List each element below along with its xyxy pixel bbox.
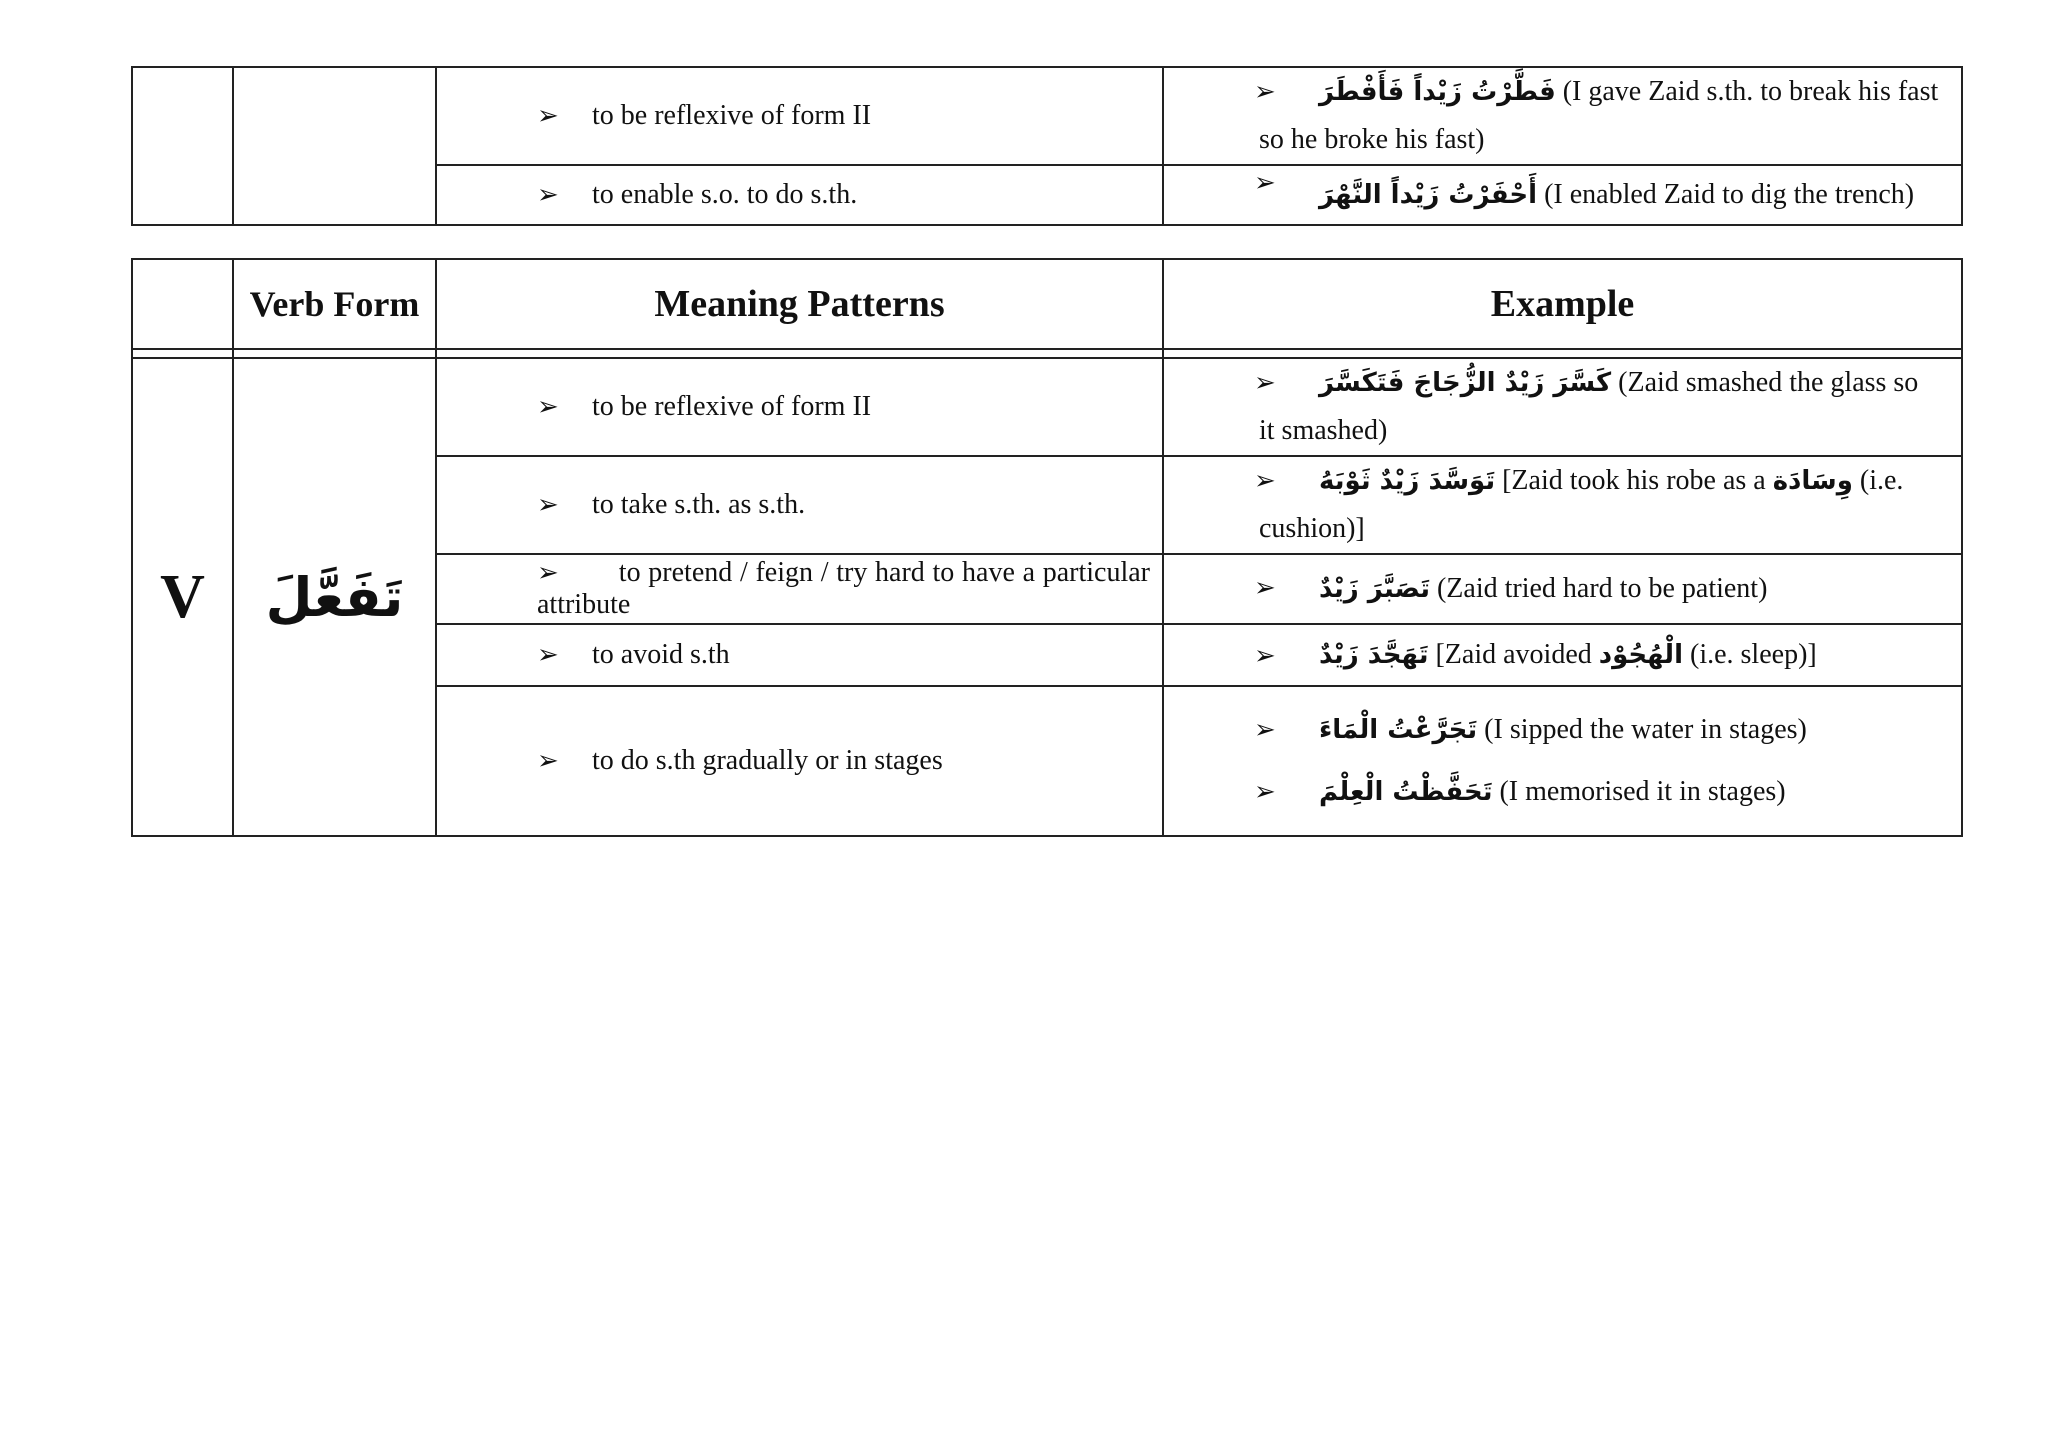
meaning-cell	[436, 165, 1163, 225]
meaning-cell	[436, 456, 1163, 554]
meaning-text: to take s.th. as s.th.	[592, 489, 806, 520]
example-translation: (Zaid tried hard to be patient)	[1436, 573, 1768, 604]
table-row	[132, 358, 1962, 456]
example-translation: (I memorised it in stages)	[1499, 776, 1786, 807]
example-item	[1254, 699, 1949, 761]
table-continued	[131, 66, 1963, 226]
meaning-text: to pretend / feign / try hard to have a particular attribute	[537, 557, 1150, 620]
arrow-bullet-icon: ➢	[1254, 777, 1276, 806]
arrow-bullet-icon: ➢	[537, 640, 559, 669]
verb-form-table	[131, 258, 1963, 837]
example-cell	[1163, 67, 1962, 165]
example-item	[1254, 761, 1949, 823]
example-translation-tail: (i.e.	[1859, 465, 1904, 496]
header-separator	[132, 349, 1962, 358]
arrow-bullet-icon: ➢	[537, 558, 559, 587]
form-number-cell-empty	[132, 67, 233, 225]
arrow-bullet-icon: ➢	[1254, 641, 1276, 670]
example-arabic-inline: وِسَادَة	[1772, 466, 1853, 496]
example-translation: (I enabled Zaid to dig the trench)	[1544, 179, 1915, 210]
meaning-cell	[436, 358, 1163, 456]
arrow-bullet-icon: ➢	[1254, 168, 1276, 197]
example-cell	[1163, 686, 1962, 836]
example-cell	[1163, 165, 1962, 225]
example-arabic: تَحَفَّظْتُ الْعِلْمَ	[1319, 777, 1493, 807]
example-translation: (Zaid smashed the glass so	[1618, 367, 1919, 398]
meaning-cell	[436, 67, 1163, 165]
header-empty-cell	[132, 259, 233, 349]
example-translation-cont: cushion)]	[1259, 513, 1365, 544]
example-translation-cont: it smashed)	[1259, 415, 1388, 446]
example-translation-tail: (i.e. sleep)]	[1690, 639, 1817, 670]
meaning-text: to do s.th gradually or in stages	[592, 745, 943, 776]
arrow-bullet-icon: ➢	[1254, 368, 1276, 397]
meaning-text: to enable s.o. to do s.th.	[592, 179, 858, 210]
example-translation: (I gave Zaid s.th. to break his fast	[1562, 76, 1939, 107]
example-translation: (I sipped the water in stages)	[1484, 714, 1807, 745]
example-arabic: تَهَجَّدَ زَيْدٌ	[1319, 640, 1429, 670]
arrow-bullet-icon: ➢	[1254, 573, 1276, 602]
example-translation: [Zaid avoided	[1435, 639, 1592, 670]
example-arabic-inline: الْهُجُوْد	[1598, 640, 1683, 670]
arrow-bullet-icon: ➢	[537, 746, 559, 775]
form-number: V	[132, 358, 233, 836]
meaning-cell	[436, 624, 1163, 686]
example-translation: [Zaid took his robe as a	[1502, 465, 1766, 496]
meaning-cell	[436, 686, 1163, 836]
form-arabic: تَفَعَّلَ	[233, 358, 436, 836]
arrow-bullet-icon: ➢	[1254, 715, 1276, 744]
example-arabic: تَصَبَّرَ زَيْدٌ	[1319, 574, 1430, 604]
example-cell	[1163, 554, 1962, 624]
arrow-bullet-icon: ➢	[537, 180, 559, 209]
example-arabic: تَجَرَّعْتُ الْمَاءَ	[1319, 715, 1478, 745]
meaning-cell	[436, 554, 1163, 624]
example-arabic: فَطَّرْتُ زَيْداً فَأَفْطَرَ	[1319, 77, 1556, 107]
example-cell	[1163, 456, 1962, 554]
example-arabic: أَحْفَرْتُ زَيْداً النَّهْرَ	[1319, 180, 1538, 210]
table-row	[132, 67, 1962, 165]
arrow-bullet-icon: ➢	[1254, 77, 1276, 106]
header-row	[132, 259, 1962, 349]
form-arabic-cell-empty	[233, 67, 436, 225]
meaning-text: to be reflexive of form II	[592, 391, 872, 422]
arrow-bullet-icon: ➢	[537, 101, 559, 130]
example-arabic: تَوَسَّدَ زَيْدٌ ثَوْبَهُ	[1319, 466, 1496, 496]
example-arabic: كَسَّرَ زَيْدٌ الزُّجَاجَ فَتَكَسَّرَ	[1319, 368, 1612, 398]
header-example: Example	[1163, 259, 1962, 349]
arrow-bullet-icon: ➢	[537, 392, 559, 421]
header-verb-form: Verb Form	[233, 259, 436, 349]
example-cell	[1163, 358, 1962, 456]
meaning-text: to be reflexive of form II	[592, 100, 872, 131]
example-translation-cont: so he broke his fast)	[1259, 124, 1485, 155]
arrow-bullet-icon: ➢	[537, 490, 559, 519]
header-meaning-patterns: Meaning Patterns	[436, 259, 1163, 349]
example-cell	[1163, 624, 1962, 686]
arrow-bullet-icon: ➢	[1254, 466, 1276, 495]
meaning-text: to avoid s.th	[592, 639, 730, 670]
